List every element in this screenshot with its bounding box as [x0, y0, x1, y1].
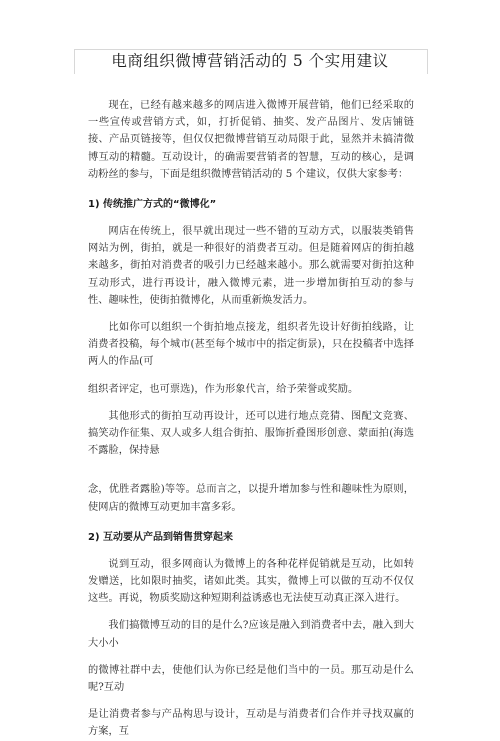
section-2-paragraph-2a: 我们搞微博互动的目的是什么?应该是融入到消费者中去，融入到大大小小	[88, 620, 414, 649]
section-2-paragraph-2c: 是让消费者参与产品构思与设计，互动是与消费者们合作并寻找双赢的方案，互	[88, 709, 414, 738]
document-body	[88, 97, 414, 741]
document-title: 电商组织微博营销活动的 5 个实用建议	[111, 52, 389, 70]
section-1-paragraph-2b: 组织者评定，也可票选)，作为形象代言，给予荣誉或奖励。	[88, 383, 359, 395]
section-1-paragraph-2a: 比如你可以组织一个街拍地点接龙，组织者先设计好街拍线路，让消费者投稿，每个城市(甚至每个城市中的指定街景)，只在投稿者中选择两人的作品(可	[88, 322, 414, 368]
section-2-heading: 2) 互动要从产品到销售贯穿起来	[88, 531, 234, 543]
section-1-paragraph-3b: 念，优胜者露脸)等等。总而言之，以提升增加参与性和趣味性为原则，使网店的微博互动更加丰富多彩。	[88, 484, 414, 513]
section-1-paragraph-3a: 其他形式的街拍互动再设计，还可以进行地点竞猜、图配文竞赛、搞笑动作征集、双人或多人组合街拍、服饰折叠图形创意、蒙面拍(海选不露脸，保持悬	[88, 410, 414, 457]
section-2-paragraph-1: 说到互动，很多网商认为微博上的各种花样促销就是互动，比如转发赠送，比如限时抽奖，诸如此类。其实，微博上可以做的互动不仅仅这些。再说，物质奖励这种短期利益诱惑也无法使互动真正深入进行。	[88, 558, 414, 605]
section-1-paragraph-1: 网店在传统上，很早就出现过一些不错的互动方式，以服装类销售网站为例，街拍，就是一种很好的消费者互动。但是随着网店的街拍越来越多，街拍对消费者的吸引力已经越来越小。那么就需要对街拍这种互动形式，进行再设计，融入微博元素，进一步增加街拍互动的参与性、趣味性，使街拍微博化，从而重新焕发活力。	[88, 226, 414, 306]
section-2-paragraph-2b: 的微博社群中去，使他们认为你已经是他们当中的一员。那互动是什么呢?互动	[88, 664, 414, 694]
intro-paragraph: 现在，已经有越来越多的网店进入微博开展营销，他们已经采取的一些宣传或营销方式，如，打折促销、抽奖、发产品图片、发店铺链接、产品页链接等，但仅仅把微博营销互动局限于此，显然并未搞清微博互动的精髓。互动设计，的确需要营销者的智慧，互动的核心，是调动粉丝的参与，下面是组织微博营销活动的 5 个建议，仅供大家参考：	[88, 100, 414, 180]
section-1-heading: 1) 传统推广方式的“微博化”	[88, 199, 217, 211]
